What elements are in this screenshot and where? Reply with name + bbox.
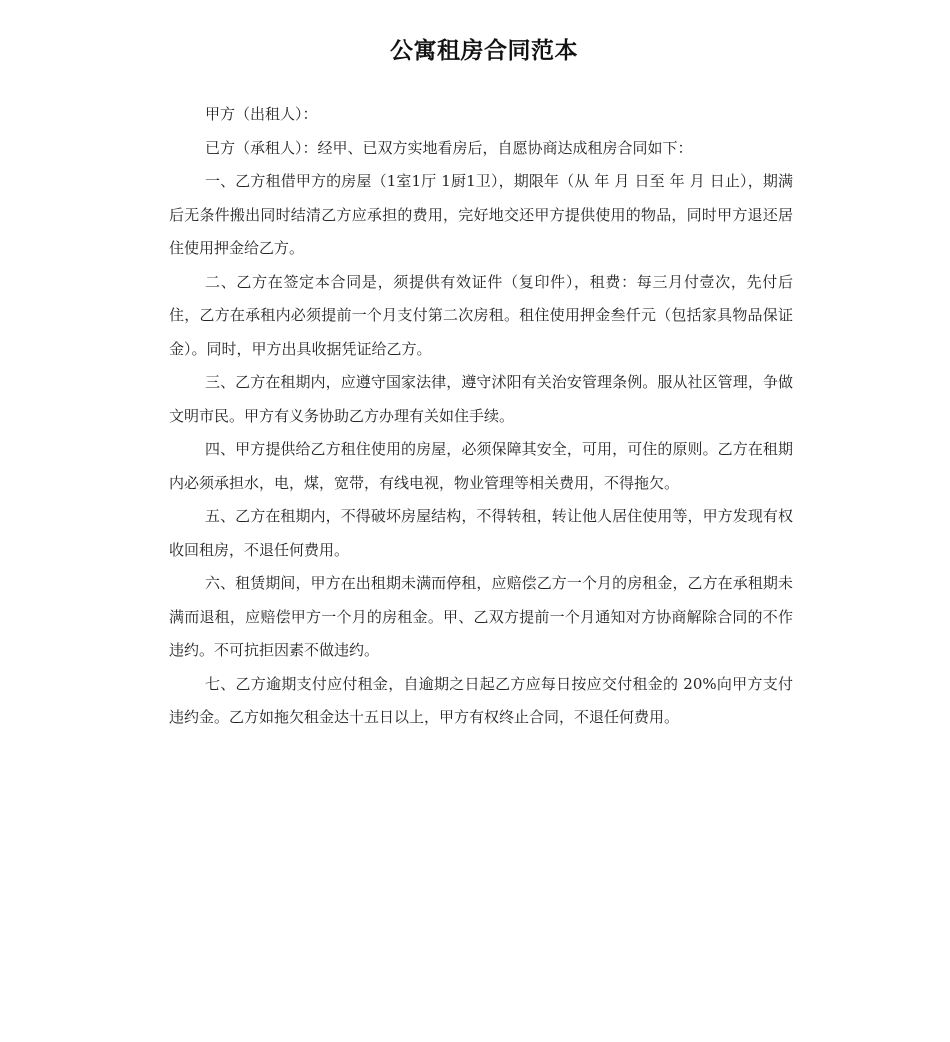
paragraph-clause-5: 五、乙方在租期内，不得破坏房屋结构，不得转租，转让他人居住使用等，甲方发现有权收回租房，不退任何费用。 bbox=[169, 507, 793, 559]
paragraph-clause-7: 七、乙方逾期支付应付租金，自逾期之日起乙方应每日按应交付租金的 20%向甲方支付违约金。乙方如拖欠租金达十五日以上，甲方有权终止合同，不退任何费用。 bbox=[169, 674, 793, 726]
document-title: 公寓租房合同范本 bbox=[390, 38, 578, 64]
paragraph-party-b: 已方（承租人）：经甲、已双方实地看房后，自愿协商达成租房合同如下： bbox=[205, 138, 693, 157]
document-body bbox=[169, 98, 793, 735]
paragraph-clause-6: 六、租赁期间，甲方在出租期未满而停租，应赔偿乙方一个月的房租金，乙方在承租期未满而退租，应赔偿甲方一个月的房租金。甲、乙双方提前一个月通知对方协商解除合同的不作违约。不可抗拒因素不做违约。 bbox=[169, 574, 793, 659]
paragraph-clause-4: 四、甲方提供给乙方租住使用的房屋，必须保障其安全，可用，可住的原则。乙方在租期内必须承担水，电，煤，宽带，有线电视，物业管理等相关费用，不得拖欠。 bbox=[169, 440, 793, 492]
paragraph-clause-2: 二、乙方在签定本合同是，须提供有效证件（复印件），租费：每三月付壹次，先付后住，乙方在承租内必须提前一个月支付第二次房租。租住使用押金叁仟元（包括家具物品保证金）。同时，甲方出具收据凭证给乙方。 bbox=[169, 272, 793, 358]
paragraph-clause-1: 一、乙方租借甲方的房屋（1室1厅 1厨1卫），期限年（从 年 月 日至 年 月 日止），期满后无条件搬出同时结清乙方应承担的费用，完好地交还甲方提供使用的物品，同时甲方退还居住使用押金给乙方。 bbox=[169, 172, 793, 257]
paragraph-clause-3: 三、乙方在租期内，应遵守国家法律，遵守沭阳有关治安管理条例。服从社区管理，争做文明市民。甲方有义务协助乙方办理有关如住手续。 bbox=[169, 373, 793, 425]
paragraph-party-a: 甲方（出租人）： bbox=[205, 105, 318, 123]
